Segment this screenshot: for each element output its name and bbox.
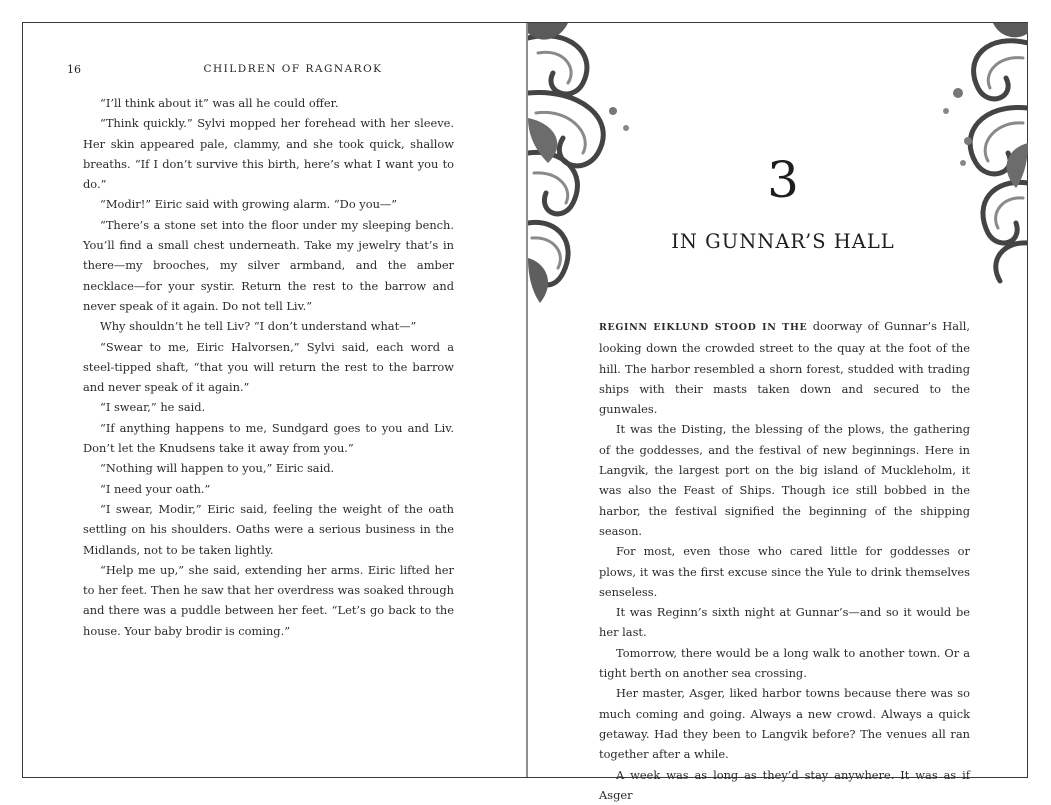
paragraph: Why shouldn’t he tell Liv? “I don’t understand what—” [100, 319, 417, 334]
paragraph: “I need your oath.” [100, 481, 211, 496]
paragraph: It was Reginn’s sixth night at Gunnar’s—and so it would be her last. [599, 605, 970, 640]
opening-paragraph-text: doorway of Gunnar’s Hall, looking down the crowded street to the quay at the foot of the hill. The harbor resembled a shorn forest, studded with trading ships with their masts taken down and secured to the gunwales. [599, 319, 970, 417]
paragraph: “If anything happens to me, Sundgard goes to you and Liv. Don’t let the Knudsens take it away from you.” [83, 420, 454, 456]
paragraph: “I’ll think about it” was all he could offer. [100, 96, 339, 110]
paragraph: “Help me up,” she said, extending her arms. Eiric lifted her to her feet. Then he saw that her overdress was soaked through and there was a puddle between her feet. “Let’s go back to the house. Your baby brodir is coming.” [83, 562, 454, 638]
chapter-number: 3 [767, 151, 799, 209]
swirl-ornament-left-icon [528, 23, 643, 313]
opening-paragraph [599, 316, 970, 419]
paragraph: It was the Disting, the blessing of the plows, the gathering of the goddesses, and the festival of new beginnings. Here in Langvik, the largest port on the big island of Muckleholm, it was also the Feast of Ships. Though ice still bobbed in the harbor, the festival signified the beginning of the shipping season. [599, 422, 970, 538]
paragraph: “Modir!” Eiric said with growing alarm. “Do you—” [100, 197, 398, 212]
paragraph: “Think quickly.” Sylvi mopped her forehead with her sleeve. Her skin appeared pale, clammy, and she took quick, shallow breaths. “If I don’t survive this birth, here’s what I want you to do.” [83, 116, 454, 192]
chapter-title: IN GUNNAR’S HALL [671, 230, 895, 253]
paragraph: “Swear to me, Eiric Halvorsen,” Sylvi said, each word a steel-tipped shaft, “that you will return the rest to the barrow and never speak of it again.” [83, 339, 454, 395]
paragraph: “There’s a stone set into the floor under my sleeping bench. You’ll find a small chest underneath. Take my jewelry that’s in there—my brooches, my silver armband, and the amber necklace—for your systir. Return the rest to the barrow and never speak of it again. Do not tell Liv.” [83, 217, 454, 313]
book-spread [22, 22, 1028, 802]
paragraph: “I swear, Modir,” Eiric said, feeling the weight of the oath settling on his shoulders. Oaths were a serious business in the Midlands, not to be taken lightly. [83, 501, 454, 557]
page-number: 16 [67, 63, 81, 76]
swirl-ornament-right-icon [928, 23, 1028, 293]
running-head: CHILDREN OF RAGNAROK [203, 63, 383, 75]
left-page-body [83, 93, 454, 641]
paragraph: A week was as long as they’d stay anywhere. It was as if Asger [599, 767, 970, 802]
paragraph: Her master, Asger, liked harbor towns because there was so much coming and going. Always a new crowd. Always a quick getaway. Had they been to Langvik before? The venues all ran together after a while. [599, 686, 970, 762]
right-page-body [599, 316, 970, 805]
paragraph: “Nothing will happen to you,” Eiric said. [100, 461, 335, 476]
lead-in-smallcaps: REGINN EIKLUND STOOD IN THE [599, 322, 808, 333]
paragraph: Tomorrow, there would be a long walk to another town. Or a tight berth on another sea crossing. [599, 645, 970, 681]
paragraph: “I swear,” he said. [100, 400, 206, 415]
paragraph: For most, even those who cared little for goddesses or plows, it was the first excuse since the Yule to drink themselves senseless. [599, 544, 970, 599]
